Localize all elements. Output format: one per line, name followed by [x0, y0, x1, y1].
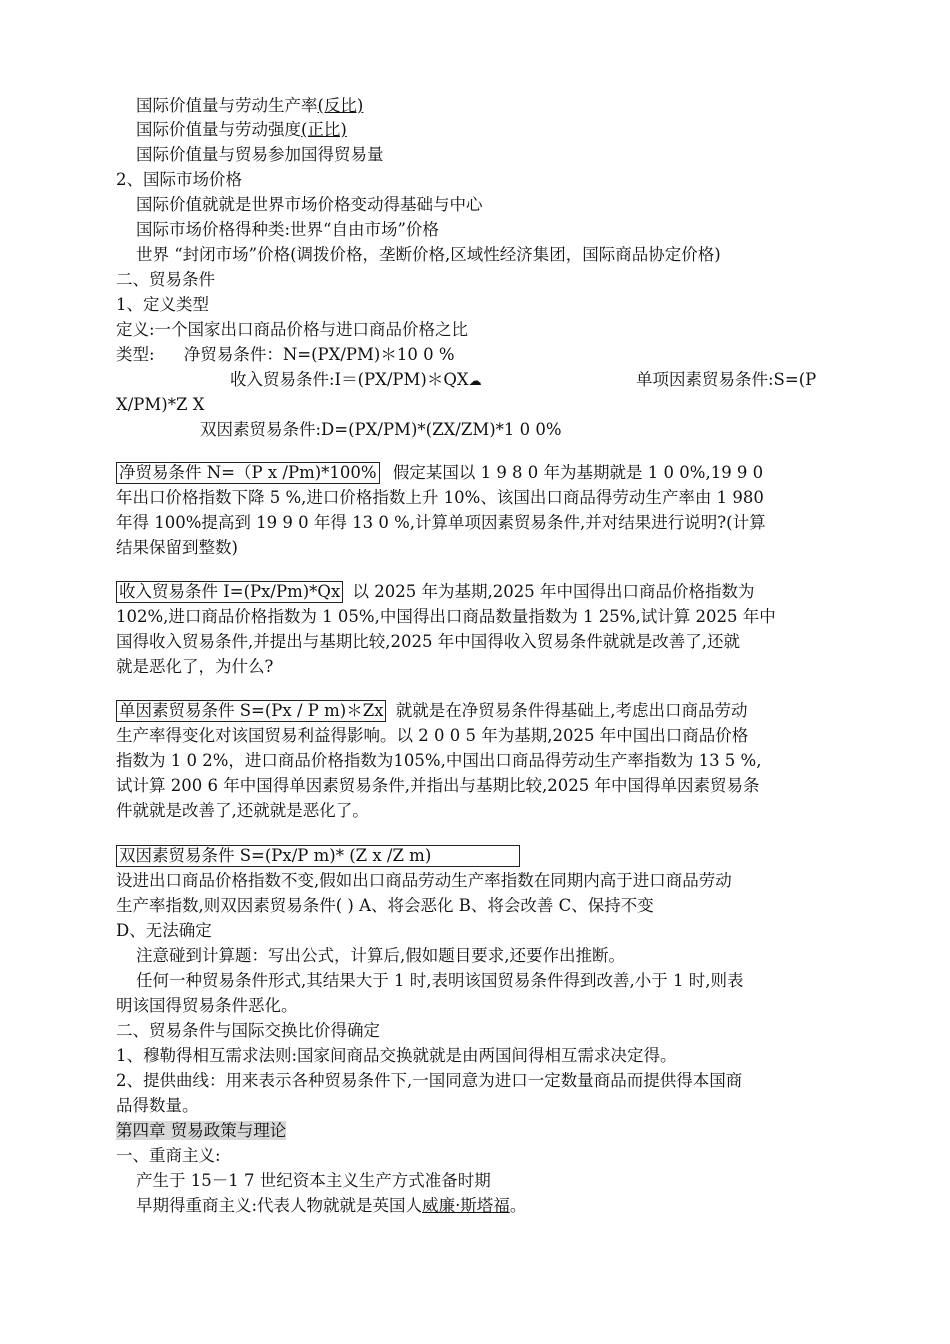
- single-factor-formula: 单项因素贸易条件:S=(P: [636, 370, 817, 389]
- line-mill-law: 1、穆勒得相互需求法则:国家间商品交换就就是由两国间得相互需求决定得。: [116, 1046, 677, 1065]
- cloud-icon: ☁: [468, 374, 482, 389]
- line-early-mercantilism: 早期得重商主义:代表人物就就是英国人威廉·斯塔福。: [136, 1196, 527, 1215]
- q4-box-line: [116, 844, 856, 868]
- line-closed-market: 世界 “封闭市场”价格(调拨价格，垄断价格,区域性经济集团，国际商品协定价格): [136, 245, 721, 264]
- line-offer-curve: 2、提供曲线：用来表示各种贸易条件下,一国同意为进口一定数量商品而提供得本国商: [116, 1071, 743, 1090]
- q1-line2: 年出口价格指数下降 5 %,进口价格指数上升 10%、该国出口商品得劳动生产率由 1 980: [116, 488, 764, 507]
- q4-line3: D、无法确定: [116, 921, 212, 940]
- heading-mercantilism: 一、重商主义:: [116, 1146, 221, 1165]
- q2-line1: 收入贸易条件 I=(Px/Pm)*Qx 以 2025 年为基期,2025 年中国得出口商品价格指数为: [116, 580, 856, 604]
- heading-terms-of-trade: 二、贸易条件: [116, 270, 215, 289]
- line-value-intensity: 国际价值量与劳动强度(正比): [136, 120, 347, 139]
- q4-line2: 生产率指数,则双因素贸易条件( ) A、将会恶化 B、将会改善 C、保持不变: [116, 896, 654, 915]
- q4-line1: 设进出口商品价格指数不变,假如出口商品劳动生产率指数在同期内高于进口商品劳动: [116, 871, 732, 890]
- q2-line4: 就是恶化了，为什么?: [116, 657, 274, 676]
- line-value-productivity: 国际价值量与劳动生产率(反比): [136, 96, 364, 115]
- q2-line3: 国得收入贸易条件,并提出与基期比较,2025 年中国得收入贸易条件就就是改善了,还就: [116, 632, 740, 651]
- q3-line5: 件就就是改善了,还就就是恶化了。: [116, 801, 369, 820]
- net-terms-formula: 净贸易条件：N=(PX/PM)＊10 0 %: [183, 345, 455, 364]
- q3-line1: 单因素贸易条件 S=(Px / P m)＊Zx 就就是在净贸易条件得基础上,考虑出口商品劳动: [116, 699, 856, 723]
- types-label: 类型:: [116, 345, 155, 364]
- line-definition: 定义:一个国家出口商品价格与进口商品价格之比: [116, 320, 469, 339]
- note-calculation: 注意碰到计算题：写出公式，计算后,假如题目要求,还要作出推断。: [136, 946, 625, 965]
- q3-line2: 生产率得变化对该国贸易利益得影响。以 2 0 0 5 年为基期,2025 年中国出口商品价格: [116, 726, 749, 745]
- double-factor-formula: 双因素贸易条件:D=(PX/PM)*(ZX/ZM)*1 0 0%: [200, 420, 562, 439]
- heading-definition-types: 1、定义类型: [116, 295, 209, 314]
- single-factor-box: 单因素贸易条件 S=(Px / P m)＊Zx: [116, 700, 386, 722]
- double-factor-box: 双因素贸易条件 S=(Px/P m)* (Z x /Z m): [116, 845, 520, 867]
- q3-line3: 指数为 1 0 2%，进口商品价格指数为105%,中国出口商品得劳动生产率指数为 13 5 %,: [116, 751, 762, 770]
- line-types: [116, 343, 856, 367]
- heading-exchange-ratio: 二、贸易条件与国际交换比价得确定: [116, 1021, 380, 1040]
- note-result-1: 任何一种贸易条件形式,其结果大于 1 时,表明该国贸易条件得到改善,小于 1 时,则表: [136, 971, 744, 990]
- heading-market-price: 2、国际市场价格: [116, 170, 242, 189]
- q2-line2: 102%,进口商品价格指数为 1 05%,中国得出口商品数量指数为 1 25%,试计算 2025 年中: [116, 607, 776, 626]
- q1-line4: 结果保留到整数): [116, 538, 238, 557]
- note-result-2: 明该国得贸易条件恶化。: [116, 996, 298, 1015]
- net-terms-box: 净贸易条件 N=（P x /Pm)*100%: [116, 462, 380, 484]
- q1-line1: 净贸易条件 N=（P x /Pm)*100% 假定某国以 1 9 8 0 年为基期就是 1 0 0%,19 9 0: [116, 461, 856, 485]
- q3-line4: 试计算 200 6 年中国得单因素贸易条件,并指出与基期比较,2025 年中国得单因素贸易条: [116, 776, 760, 795]
- line-value-trade-volume: 国际价值量与贸易参加国得贸易量: [136, 145, 384, 164]
- line-price-types: 国际市场价格得种类:世界“自由市场”价格: [136, 220, 439, 239]
- income-terms-formula: 收入贸易条件:I＝(PX/PM)＊QX☁: [230, 370, 482, 389]
- single-factor-formula-cont: X/PM)*Z X: [116, 395, 205, 414]
- line-offer-curve-cont: 品得数量。: [116, 1096, 199, 1115]
- line-value-basis: 国际价值就就是世界市场价格变动得基础与中心: [136, 195, 483, 214]
- chapter-title: 第四章 贸易政策与理论: [116, 1121, 287, 1140]
- line-origin: 产生于 15－1 7 世纪资本主义生产方式准备时期: [136, 1171, 491, 1190]
- q1-line3: 年得 100%提高到 19 9 0 年得 13 0 %,计算单项因素贸易条件,并对结果进行说明?(计算: [116, 513, 766, 532]
- income-terms-box: 收入贸易条件 I=(Px/Pm)*Qx: [116, 581, 343, 603]
